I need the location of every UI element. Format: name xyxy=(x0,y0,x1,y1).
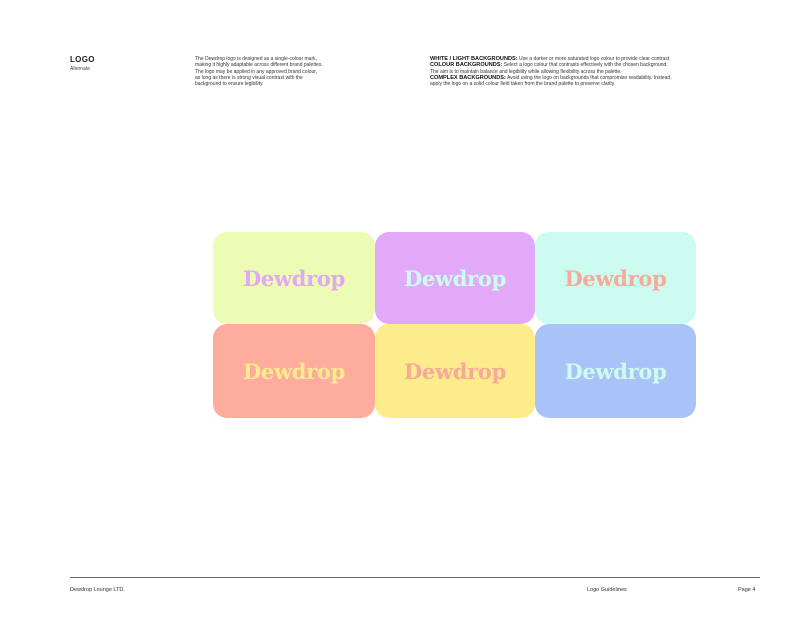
logo-tile xyxy=(213,324,375,418)
logo-tile xyxy=(535,232,696,324)
rule-colour-cont: The aim is to maintain balance and legibility while allowing flexibility across the palette. xyxy=(430,68,622,75)
dewdrop-logo: Dewdrop xyxy=(404,265,506,291)
footer-document-title: Logo Guidelines xyxy=(587,587,627,593)
logo-tile xyxy=(375,232,535,324)
dewdrop-logo: Dewdrop xyxy=(243,265,345,291)
footer-company: Dewdrop Lounge LTD. xyxy=(70,587,125,593)
rule-complex-label: COMPLEX BACKGROUNDS: xyxy=(430,74,506,81)
dewdrop-logo: Dewdrop xyxy=(564,358,667,384)
rule-complex-text: Avoid using the logo on backgrounds that compromise readability. Instead, xyxy=(505,74,672,81)
rule-complex-cont: apply the logo on a solid colour field taken from the brand palette to preserve clarity. xyxy=(430,81,616,88)
section-subtitle: Alternate xyxy=(70,66,91,72)
intro-line: The Dewdrop logo is designed as a single-colour mark, xyxy=(195,56,318,62)
rule-light-text: Use a darker or more saturated logo colour to provide clear contrast. xyxy=(517,56,671,62)
intro-line: The logo may be applied in any approved brand colour, xyxy=(195,68,318,75)
dewdrop-logo: Dewdrop xyxy=(404,358,506,384)
dewdrop-logo: Dewdrop xyxy=(243,358,345,384)
usage-rules xyxy=(430,56,760,87)
rule-light-label: WHITE / LIGHT BACKGROUNDS: xyxy=(430,56,518,62)
section-title: LOGO xyxy=(70,55,95,64)
logo-tile xyxy=(213,232,375,324)
intro-line: background to ensure legibility. xyxy=(195,81,264,88)
dewdrop-logo: Dewdrop xyxy=(564,265,667,291)
logo-tile xyxy=(375,324,535,418)
footer-divider xyxy=(70,577,760,578)
rule-colour-text: Select a logo colour that contrasts effectively with the chosen background. xyxy=(502,62,668,69)
intro-line: making it highly adaptable across different brand palettes. xyxy=(195,62,323,69)
intro-line: as long as there is strong visual contrast with the xyxy=(195,74,303,81)
footer-page-number: Page 4 xyxy=(738,587,756,593)
logo-colour-grid xyxy=(213,232,696,418)
intro-paragraph xyxy=(195,56,375,87)
logo-tile xyxy=(535,324,696,418)
rule-colour-label: COLOUR BACKGROUNDS: xyxy=(430,62,503,69)
